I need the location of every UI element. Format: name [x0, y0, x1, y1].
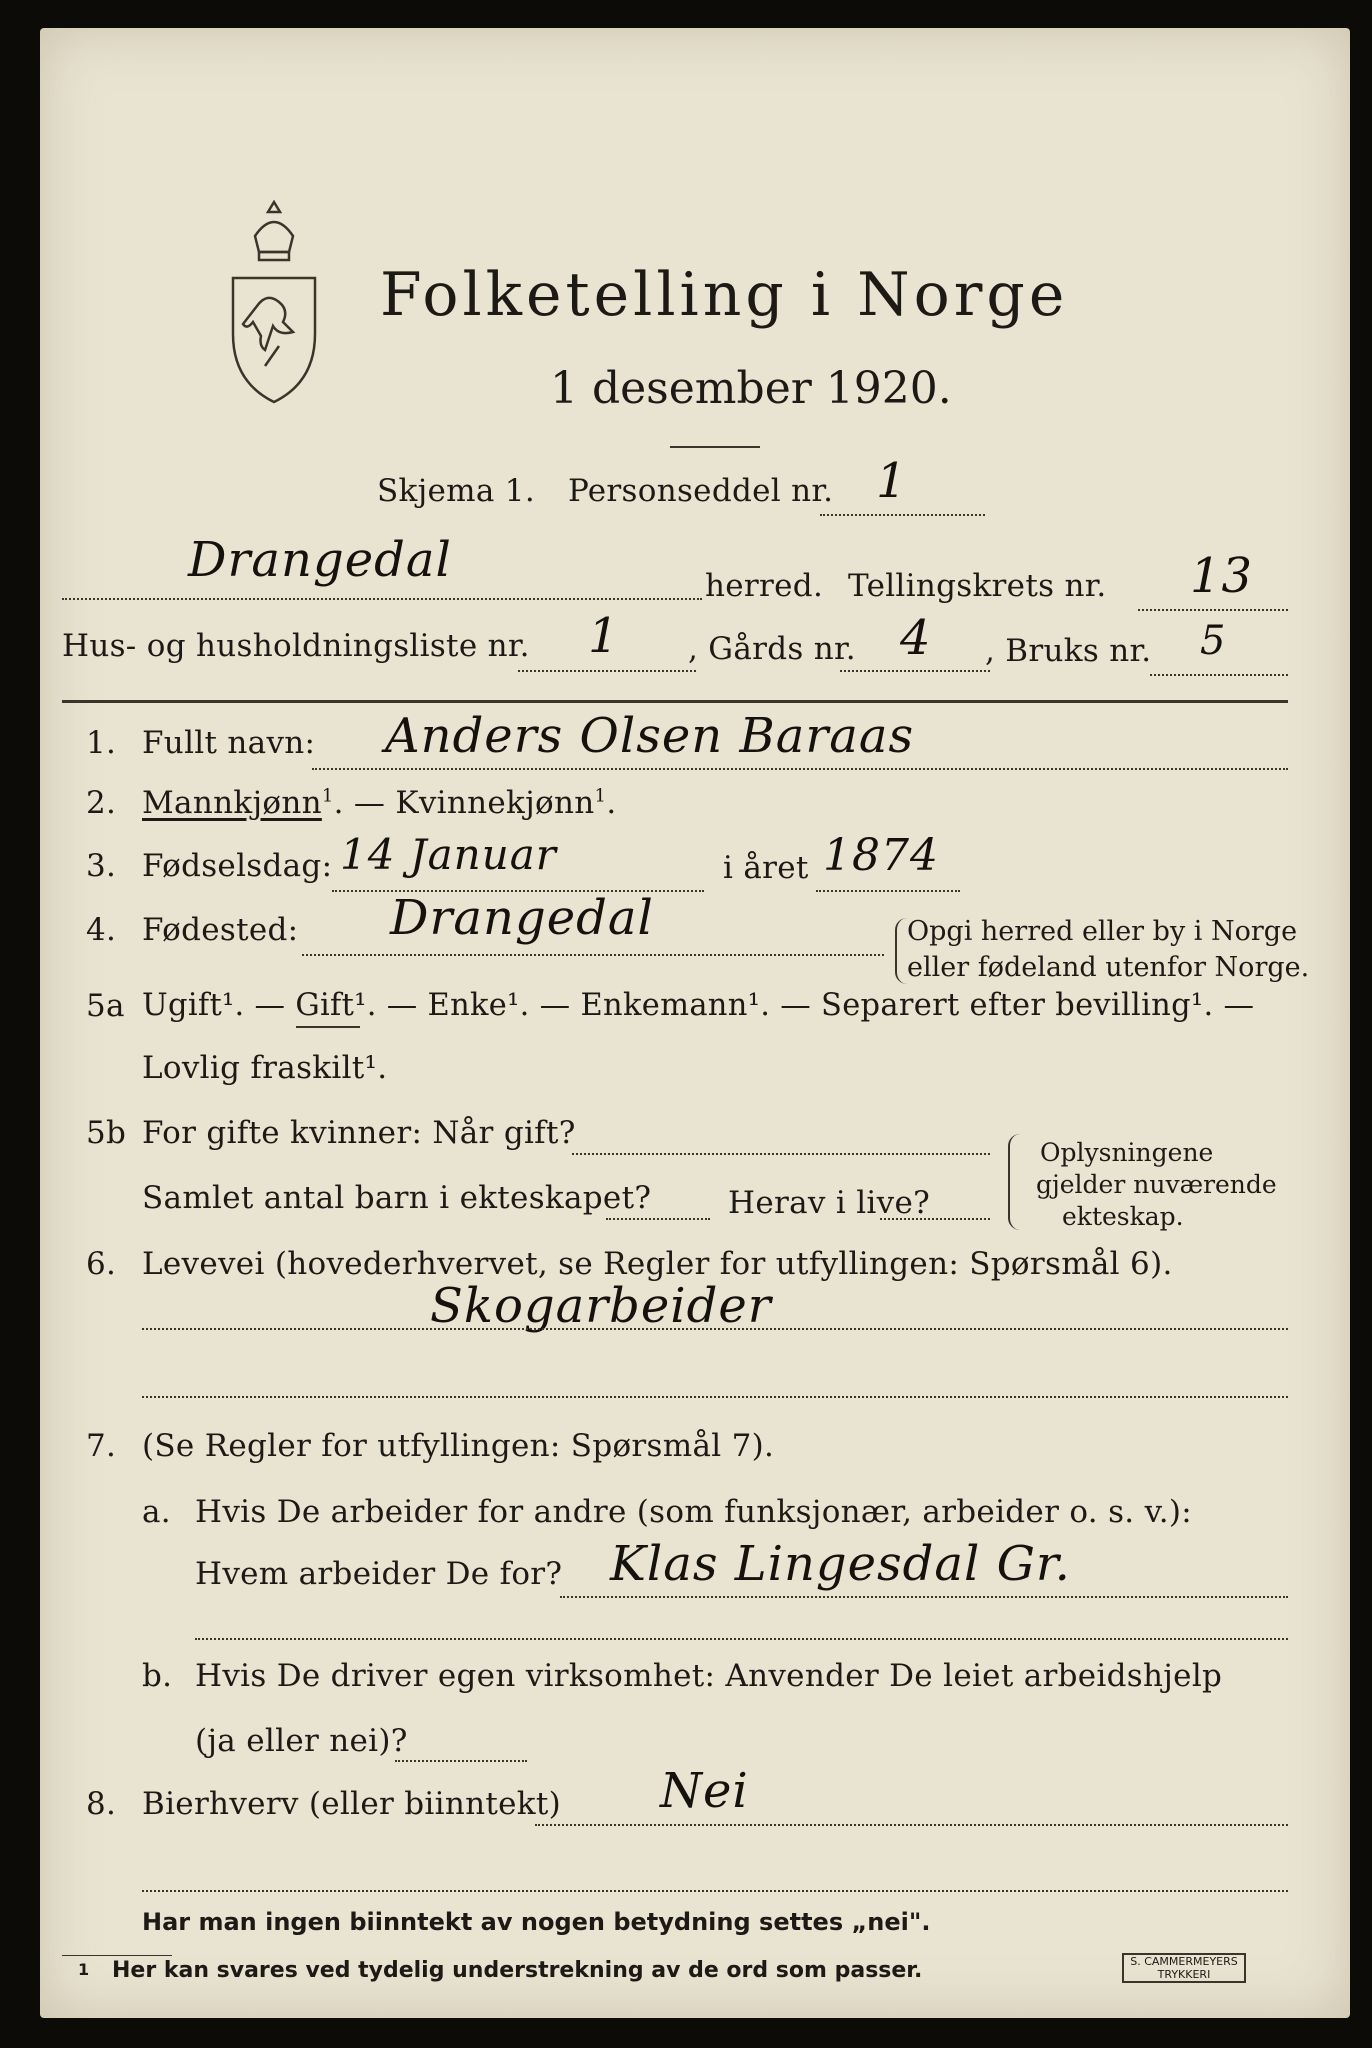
- tellingskrets-label: Tellingskrets nr.: [848, 568, 1107, 604]
- gards-value: 4: [900, 610, 932, 666]
- personseddel-value: 1: [876, 453, 908, 509]
- personseddel-label: Personseddel nr.: [568, 473, 834, 509]
- q7b-letter: b.: [142, 1658, 173, 1694]
- tellingskrets-value: 13: [1190, 548, 1254, 604]
- birthplace-value: Drangedal: [390, 890, 654, 946]
- male-option-underlined: Mannkjønn: [142, 785, 322, 821]
- q7b-line2: (ja eller nei)?: [195, 1723, 408, 1759]
- gift-underline: [296, 1026, 360, 1028]
- q8-number: 8.: [86, 1786, 117, 1822]
- herred-label: herred.: [705, 568, 824, 604]
- q6-label: Levevei (hovederhvervet, se Regler for utfyllingen: Spørsmål 6).: [142, 1246, 1173, 1282]
- footnote-rule: [62, 1955, 172, 1956]
- employer-value: Klas Lingesdal Gr.: [610, 1536, 1071, 1592]
- q5b-note-1: Oplysningene: [1040, 1138, 1214, 1167]
- q7a-line1: Hvis De arbeider for andre (som funksjonær, arbeider o. s. v.):: [195, 1494, 1193, 1530]
- year-label: i året: [723, 850, 809, 886]
- birthplace-note-1: Opgi herred eller by i Norge: [907, 916, 1298, 947]
- q7a-letter: a.: [142, 1494, 171, 1530]
- marital-status-options: Ugift¹. — Gift¹. — Enke¹. — Enkemann¹. — Separert efter bevilling¹. —: [142, 988, 1255, 1023]
- q3-label: Fødselsdag:: [142, 848, 333, 884]
- q7b-line1: Hvis De driver egen virksomhet: Anvender De leiet arbeidshjelp: [195, 1658, 1223, 1694]
- q5b-married-when: For gifte kvinner: Når gift?: [142, 1115, 576, 1151]
- q7-label: (Se Regler for utfyllingen: Spørsmål 7).: [142, 1428, 775, 1464]
- census-form: [40, 28, 1350, 2018]
- occupation-value: Skogarbeider: [430, 1278, 772, 1334]
- q1-number: 1.: [86, 725, 117, 761]
- q3-number: 3.: [86, 848, 117, 884]
- skjema-label: Skjema 1.: [377, 473, 535, 509]
- q2-number: 2.: [86, 785, 117, 821]
- q5b-children-total: Samlet antal barn i ekteskapet?: [142, 1180, 652, 1216]
- q5b-note-3: ekteskap.: [1062, 1202, 1184, 1231]
- footnote-marker: 1: [78, 1960, 90, 1979]
- census-date: 1 desember 1920.: [550, 363, 952, 414]
- q2-options: Mannkjønn$^1$. — Kvinnekjønn$^1$.: [142, 785, 617, 821]
- form-title: Folketelling i Norge: [380, 260, 1069, 330]
- norway-coat-of-arms-icon: [225, 196, 323, 411]
- full-name-value: Anders Olsen Baraas: [385, 708, 915, 764]
- side-income-value: Nei: [660, 1763, 749, 1819]
- section-divider: [62, 700, 1288, 703]
- printer-stamp: S. CAMMERMEYERS TRYKKERI: [1122, 1953, 1246, 1983]
- q4-number: 4.: [86, 912, 117, 948]
- husholdning-value: 1: [588, 608, 620, 664]
- q8-label: Bierhverv (eller biinntekt): [142, 1786, 562, 1822]
- female-option: Kvinnekjønn: [395, 785, 595, 821]
- q5b-children-alive: Herav i live?: [728, 1185, 931, 1221]
- header-rule: [670, 446, 760, 448]
- birth-year-value: 1874: [823, 830, 939, 881]
- nei-note: Har man ingen biinntekt av nogen betydning settes „nei".: [142, 1908, 931, 1936]
- q4-label: Fødested:: [142, 912, 299, 948]
- footnote-text: Her kan svares ved tydelig understrekning av de ord som passer.: [112, 1958, 923, 1983]
- q6-number: 6.: [86, 1246, 117, 1282]
- bruks-label: , Bruks nr.: [985, 633, 1152, 669]
- q1-label: Fullt navn:: [142, 725, 316, 761]
- q7a-line2: Hvem arbeider De for?: [195, 1556, 563, 1592]
- q5b-note-2: gjelder nuværende: [1036, 1170, 1277, 1199]
- herred-value: Drangedal: [188, 532, 452, 588]
- birthplace-note-2: eller fødeland utenfor Norge.: [907, 952, 1310, 983]
- q5b-number: 5b: [86, 1115, 127, 1151]
- bruks-value: 5: [1200, 618, 1227, 664]
- q5a-number: 5a: [86, 988, 125, 1024]
- marital-status-option-fraskilt: Lovlig fraskilt¹.: [142, 1050, 388, 1086]
- q7-number: 7.: [86, 1428, 117, 1464]
- husholdning-label: Hus- og husholdningsliste nr.: [62, 628, 530, 664]
- gards-label: , Gårds nr.: [688, 631, 856, 667]
- birthday-value: 14 Januar: [340, 830, 557, 879]
